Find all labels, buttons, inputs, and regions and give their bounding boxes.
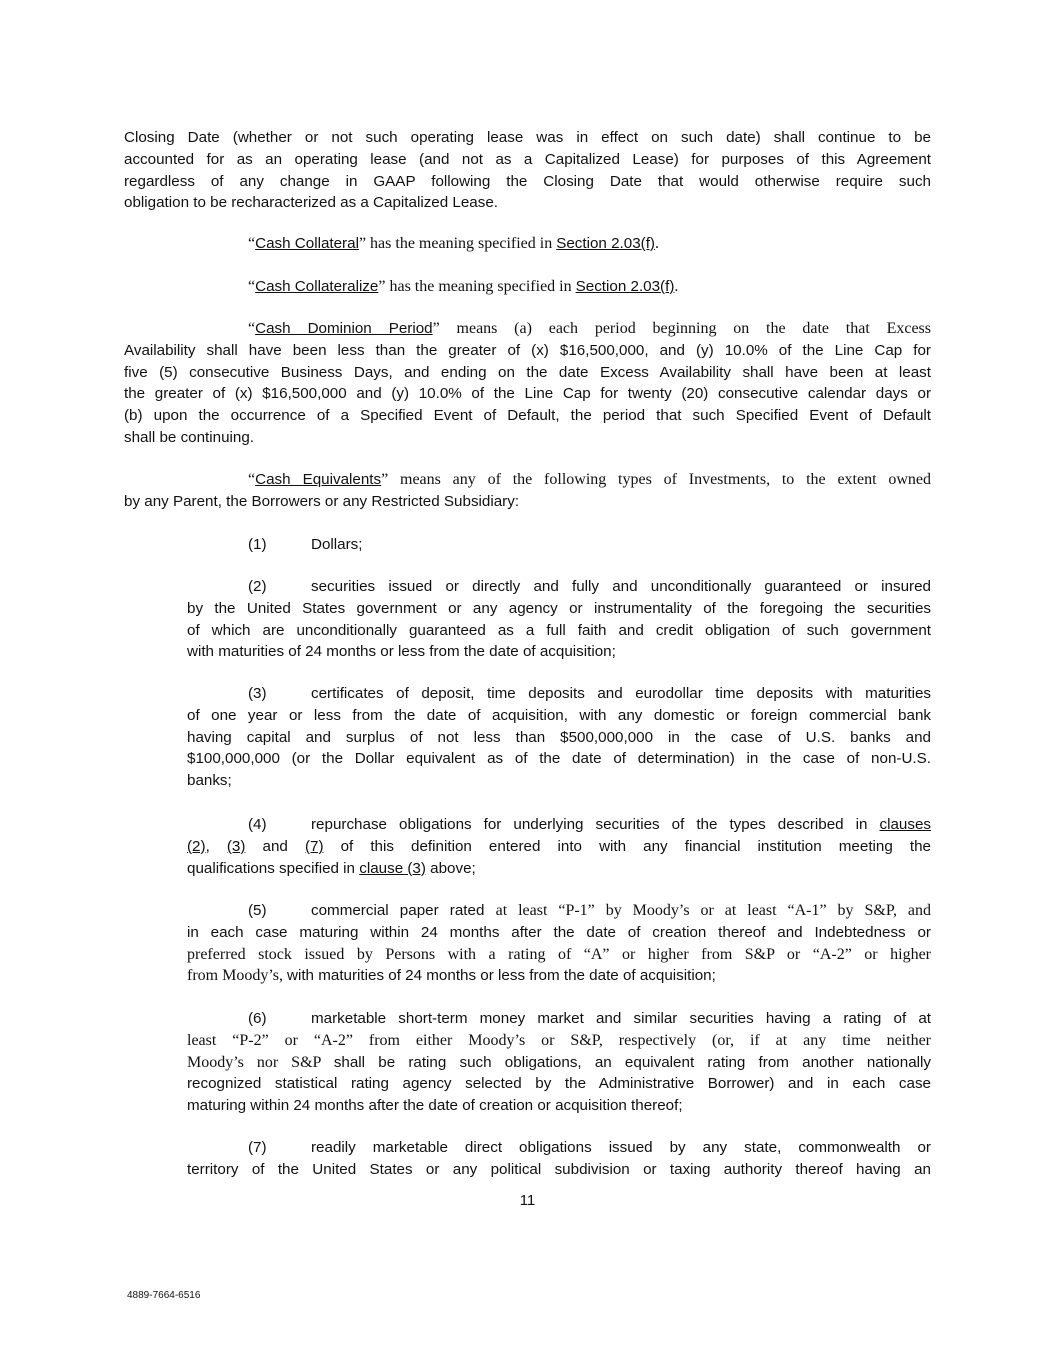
text-segment: (b) upon the occurrence of a Specified Event of Default, the period that such Specified Event of Default (124, 407, 931, 425)
text-segment: , (205, 837, 227, 855)
text-line (187, 598, 931, 620)
text-line (187, 944, 931, 966)
text-segment: qualifications specified in (187, 859, 360, 877)
cross-reference-link: (7) (304, 837, 324, 855)
text-segment: the greater of (x) $16,500,000 and (y) 10.0% of the Line Cap for twenty (20) consecutive calendar days or (124, 385, 931, 403)
text-line (187, 770, 931, 792)
text-segment: above; (425, 859, 476, 877)
text-segment: certificates of deposit, time deposits and eurodollar time deposits with maturities (311, 685, 931, 702)
text-segment: Dollars; (311, 536, 363, 553)
text-segment: “ (248, 320, 256, 337)
text-segment: “ (248, 235, 256, 252)
text-line (187, 705, 931, 727)
text-line (187, 965, 931, 987)
text-segment: marketable short-term money market and similar securities having a rating of at (311, 1010, 931, 1027)
text-segment: banks; (187, 772, 232, 790)
text-segment: territory of the United States or any political subdivision or taxing authority thereof having an (187, 1160, 931, 1178)
text-segment: “ (248, 471, 256, 488)
text-segment: Availability shall have been less than the greater of (x) $16,500,000, and (y) 10.0% of the Line Cap for (124, 341, 931, 359)
clause-number: (6) (248, 1010, 267, 1027)
text-line (124, 427, 931, 449)
text-segment: obligation to be recharacterized as a Capitalized Lease. (124, 194, 499, 212)
text-segment: Moody’s nor S&P (187, 1053, 334, 1071)
text-segment: having capital and surplus of not less than $500,000,000 in the case of U.S. banks and (187, 728, 931, 746)
cross-reference-link: clause (3) (359, 859, 426, 877)
text-line (187, 641, 931, 663)
text-line (311, 814, 931, 836)
text-line (124, 491, 931, 513)
cross-reference-link: Cash Collateralize (255, 278, 379, 295)
text-line (248, 276, 931, 298)
clause-number: (7) (248, 1139, 267, 1156)
text-line (311, 1008, 931, 1030)
cross-reference-link: Section 2.03(f) (556, 235, 655, 252)
text-segment: ” means any of the following types of Investments, to the extent owned (381, 471, 931, 488)
text-line (187, 748, 931, 770)
cross-reference-link: Cash Dominion Period (255, 320, 433, 337)
text-line (124, 383, 931, 405)
text-segment: by any Parent, the Borrowers or any Restricted Subsidiary: (124, 492, 520, 510)
cross-reference-link: (2) (187, 837, 206, 855)
text-line (124, 192, 931, 214)
text-segment: from Moody’s, (187, 967, 287, 985)
text-line (187, 1159, 931, 1181)
clause-number: (2) (248, 578, 267, 595)
text-segment: recognized statistical rating agency selected by the Administrative Borrower) and in each case (187, 1075, 931, 1093)
text-line (187, 620, 931, 642)
text-segment: “ (248, 278, 256, 295)
cross-reference-link: Cash Equivalents (255, 471, 382, 488)
text-segment: . (655, 235, 659, 252)
text-segment: of this definition entered into with any financial institution meeting the (323, 837, 931, 855)
text-line (187, 922, 931, 944)
text-segment: ” has the meaning specified in (378, 278, 576, 295)
text-line (311, 683, 931, 705)
text-segment: least “P-2” or “A-2” from either Moody’s or S&P, respectively (or, if at any time neither (187, 1031, 931, 1049)
clause-number: (3) (248, 685, 267, 702)
text-segment: commercial paper rated (311, 902, 496, 919)
text-segment: with maturities of 24 months or less from the date of acquisition; (287, 967, 716, 985)
text-line (187, 1073, 931, 1095)
cross-reference-link: Cash Collateral (255, 235, 359, 252)
text-line (187, 1030, 931, 1052)
text-segment: of which are unconditionally guaranteed as a full faith and credit obligation of such government (187, 621, 931, 639)
text-line (187, 727, 931, 749)
text-segment: by the United States government or any agency or instrumentality of the foregoing the securities (187, 599, 931, 617)
text-line (124, 340, 931, 362)
text-segment: shall be continuing. (124, 429, 255, 446)
cross-reference-link: Section 2.03(f) (575, 278, 675, 295)
cross-reference-link: clauses (879, 816, 931, 833)
text-segment: readily marketable direct obligations issued by any state, commonwealth or (311, 1139, 931, 1156)
text-line (124, 127, 931, 149)
text-segment: accounted for as an operating lease (and not as a Capitalized Lease) for purposes of this Agreement (124, 150, 931, 168)
text-segment: ” has the meaning specified in (358, 235, 557, 252)
text-line (248, 233, 931, 255)
text-segment: of one year or less from the date of acquisition, with any domestic or foreign commercial bank (187, 706, 931, 724)
text-segment: securities issued or directly and fully and unconditionally guaranteed or insured (311, 578, 931, 595)
text-segment: at least “P-1” by Moody’s or at least “A-1” by S&P, and (495, 902, 932, 919)
text-segment: and (245, 837, 305, 855)
text-segment: ” means (a) each period beginning on the date that Excess (432, 320, 932, 337)
text-line (187, 1052, 931, 1074)
text-segment: shall be rating such obligations, an equivalent rating from another nationally (333, 1053, 931, 1071)
text-line (248, 469, 931, 491)
text-line (187, 836, 931, 858)
clause-number: (1) (248, 536, 267, 553)
text-segment: maturing within 24 months after the date of creation or acquisition thereof; (187, 1097, 683, 1115)
page-number: 11 (519, 1192, 536, 1209)
text-line (248, 318, 931, 340)
text-line (311, 534, 931, 556)
text-line (124, 362, 931, 384)
text-line (187, 858, 931, 880)
text-segment: regardless of any change in GAAP following the Closing Date that would otherwise require such (124, 172, 931, 190)
clause-number: (5) (248, 902, 267, 919)
text-segment: with maturities of 24 months or less from the date of acquisition; (187, 643, 616, 661)
text-line (124, 149, 931, 171)
text-segment: five (5) consecutive Business Days, and ending on the date Excess Availability shall have been at least (124, 363, 931, 381)
text-segment: $100,000,000 (or the Dollar equivalent as of the date of determination) in the case of non-U.S. (187, 750, 931, 768)
text-segment: . (674, 278, 679, 295)
text-line (311, 1137, 931, 1159)
cross-reference-link: (3) (226, 837, 246, 855)
text-line (311, 576, 931, 598)
text-segment: in each case maturing within 24 months after the date of creation thereof and Indebtedness or (187, 923, 931, 941)
text-line (124, 405, 931, 427)
text-line (187, 1095, 931, 1117)
text-line (311, 900, 931, 922)
clause-number: (4) (248, 816, 267, 833)
document-id-footer: 4889-7664-6516 (127, 1290, 201, 1301)
text-segment: repurchase obligations for underlying securities of the types described in (311, 816, 880, 833)
text-segment: preferred stock issued by Persons with a rating of “A” or higher from S&P or “A-2” or higher (187, 945, 931, 963)
text-line (124, 171, 931, 193)
text-segment: Closing Date (whether or not such operating lease was in effect on such date) shall continue to be (124, 129, 931, 146)
